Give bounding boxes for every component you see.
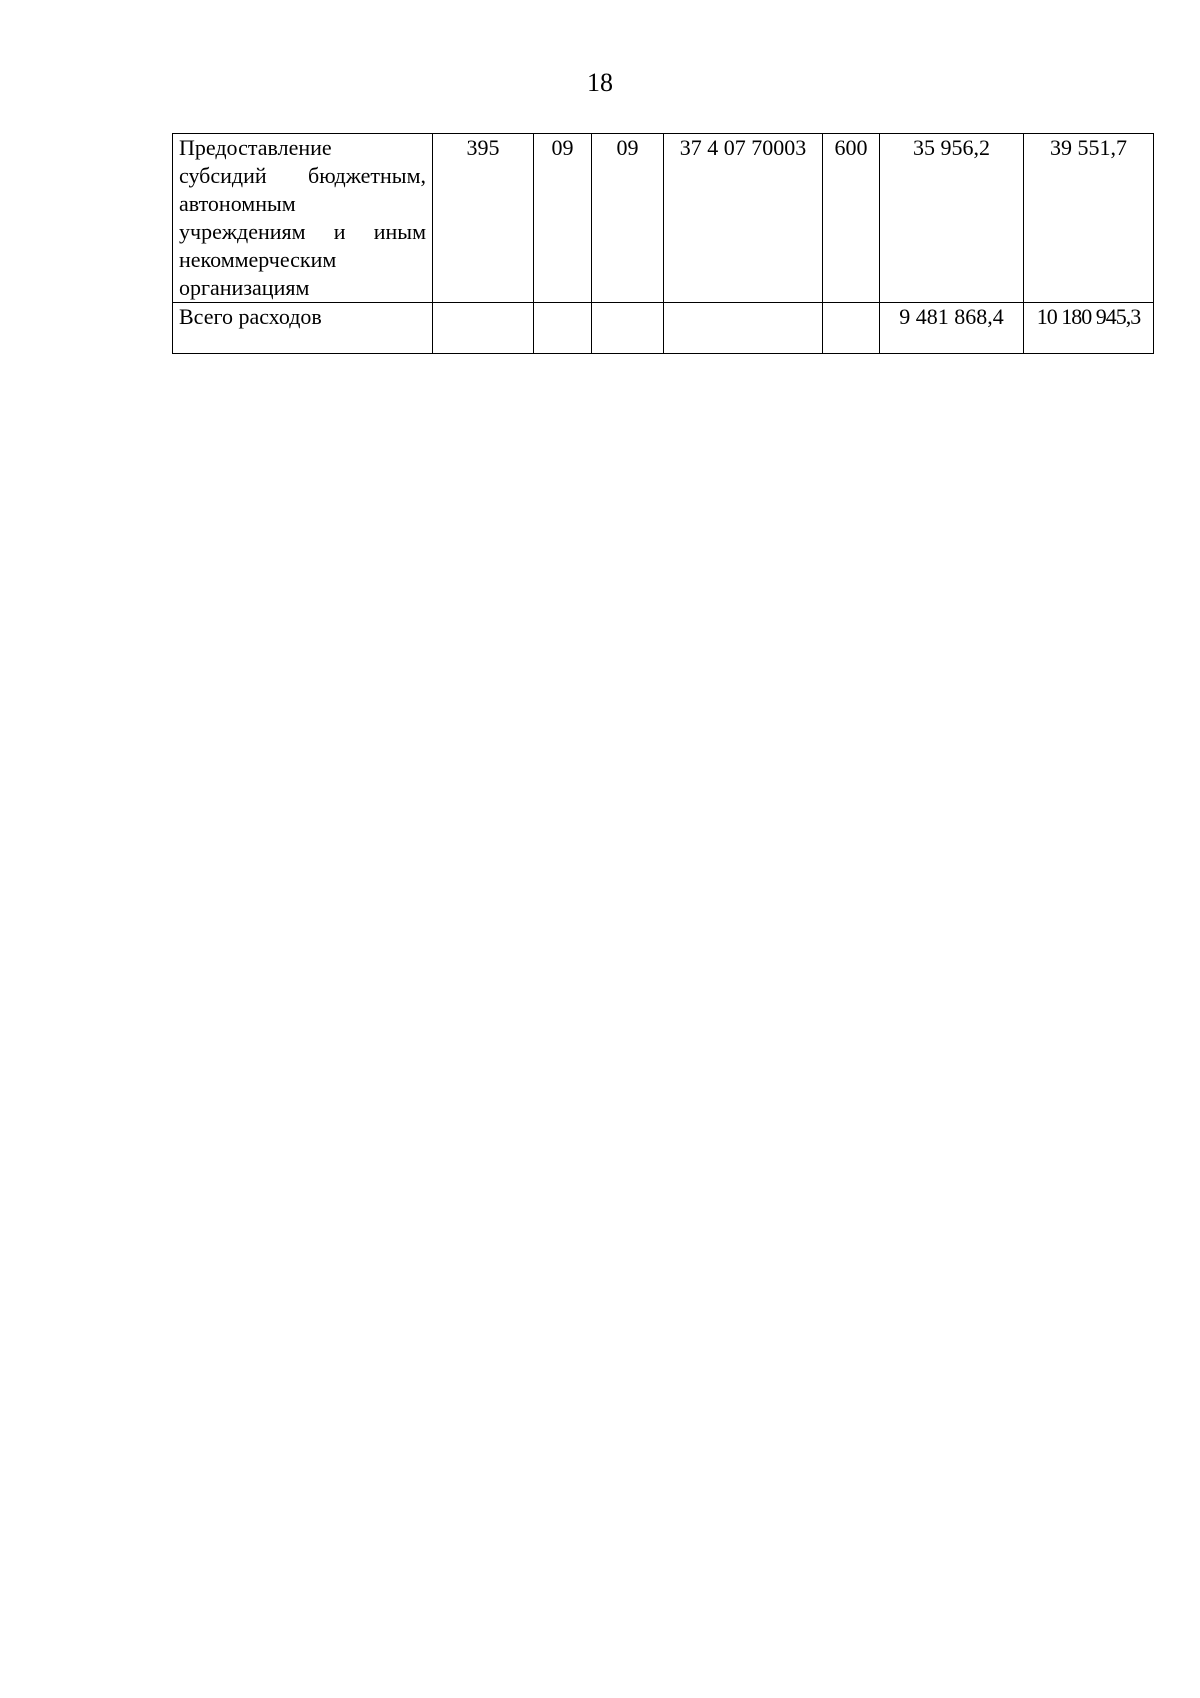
row-description: Всего расходов bbox=[173, 303, 433, 354]
expenditure-table bbox=[172, 133, 1154, 354]
row-description bbox=[173, 134, 433, 303]
grbs-cell: 395 bbox=[433, 134, 534, 303]
table-row-total bbox=[173, 303, 1154, 354]
total-year2-cell: 10 180 945,3 bbox=[1024, 303, 1154, 354]
vr-cell bbox=[823, 303, 880, 354]
page-number: 18 bbox=[587, 68, 613, 97]
description-line: учреждениям и иным bbox=[179, 219, 426, 244]
rz-cell: 09 bbox=[534, 134, 592, 303]
sum-year2-cell: 39 551,7 bbox=[1024, 134, 1154, 303]
csr-cell bbox=[664, 303, 823, 354]
csr-cell: 37 4 07 70003 bbox=[664, 134, 823, 303]
description-line: автономным bbox=[179, 191, 296, 216]
vr-cell: 600 bbox=[823, 134, 880, 303]
sum-year1-cell: 35 956,2 bbox=[880, 134, 1024, 303]
rz-cell bbox=[534, 303, 592, 354]
pr-cell: 09 bbox=[592, 134, 664, 303]
description-line: субсидий бюджетным, bbox=[179, 163, 426, 188]
table-row bbox=[173, 134, 1154, 303]
description-line: организациям bbox=[179, 275, 310, 300]
description-line: некоммерческим bbox=[179, 247, 337, 272]
total-year1-cell: 9 481 868,4 bbox=[880, 303, 1024, 354]
grbs-cell bbox=[433, 303, 534, 354]
description-line: Предоставление bbox=[179, 135, 332, 160]
pr-cell bbox=[592, 303, 664, 354]
